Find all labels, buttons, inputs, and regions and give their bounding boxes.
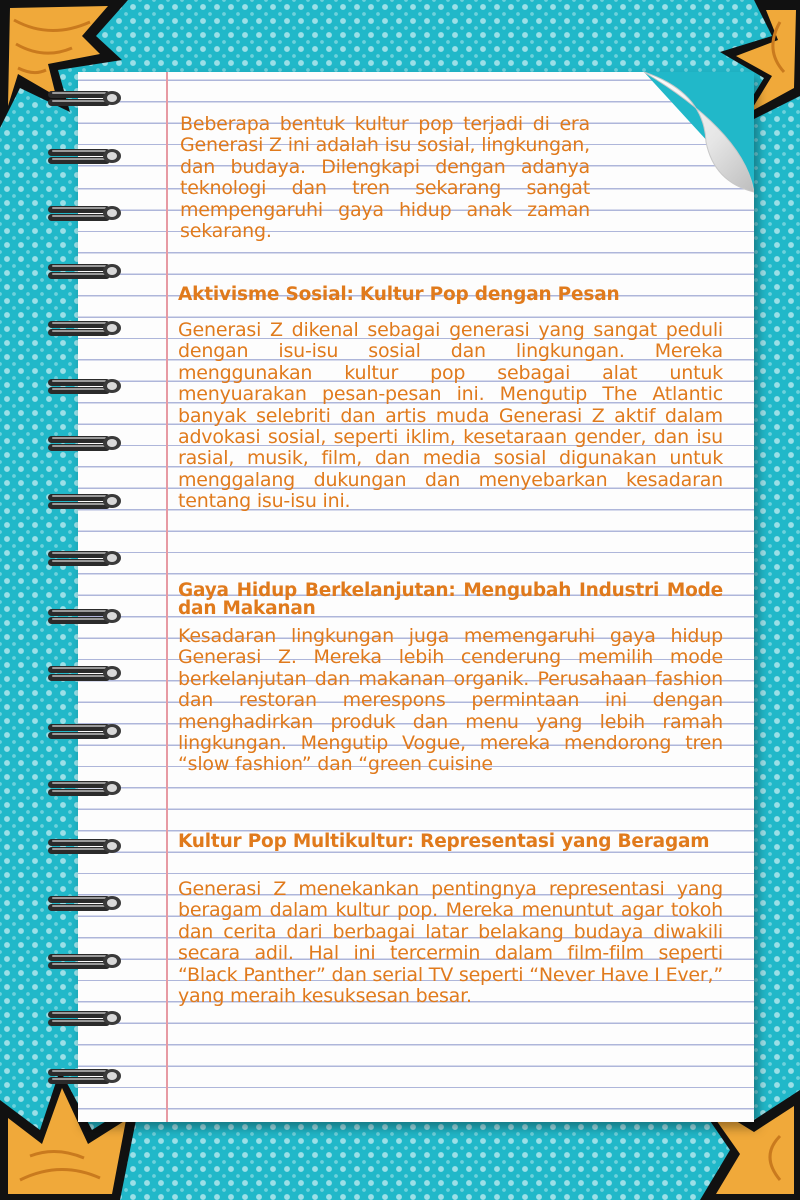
spiral-ring-icon [46,318,124,338]
spiral-ring-icon [46,146,124,166]
spiral-ring-icon [46,893,124,913]
spiral-ring-icon [46,1066,124,1086]
spiral-ring-icon [46,606,124,626]
section-body-gaya-hidup: Kesadaran lingkungan juga memengaruhi gaya hidup Generasi Z. Mereka lebih cenderung memilih mode berkelanjutan dan makanan organik. Perusahaan fashion dan restoran merespons permintaan ini dengan menghadirkan produk dan menu yang lebih ramah lingkungan. Mengutip Vogue, mereka mendorong tren “slow fashion” dan “green cuisine [178,625,723,776]
spiral-ring-icon [46,548,124,568]
spiral-ring-icon [46,1008,124,1028]
spiral-ring-icon [46,951,124,971]
section-heading-multikultur: Kultur Pop Multikultur: Representasi yang Beragam [178,831,710,852]
spiral-ring-icon [46,261,124,281]
margin-line [166,72,168,1122]
spiral-ring-icon [46,491,124,511]
section-body-aktivisme: Generasi Z dikenal sebagai generasi yang sangat peduli dengan isu-isu sosial dan lingkungan. Mereka menggunakan kultur pop sebagai alat untuk menyuarakan pesan-pesan ini. Mengutip The Atlantic banyak selebriti dan artis muda Generasi Z aktif dalam advokasi sosial, seperti iklim, kesetaraan gender, dan isu rasial, musik, film, dan media sosial digunakan untuk menggalang dukungan dan menyebarkan kesadaran tentang isu-isu ini. [178,319,723,513]
section-heading-gaya-hidup: Gaya Hidup Berkelanjutan: Mengubah Industri Mode dan Makanan [178,580,723,619]
spiral-ring-icon [46,203,124,223]
spiral-ring-icon [46,376,124,396]
intro-paragraph: Beberapa bentuk kultur pop terjadi di era Generasi Z ini adalah isu sosial, lingkungan, dan budaya. Dilengkapi dengan adanya teknologi dan tren sekarang sangat mempengaruhi gaya hidup anak zaman sekarang. [180,113,590,243]
spiral-ring-icon [46,778,124,798]
spiral-ring-icon [46,433,124,453]
spiral-binding [46,88,136,1098]
page-curl-icon [634,72,754,198]
section-body-multikultur: Generasi Z menekankan pentingnya representasi yang beragam dalam kultur pop. Mereka menuntut agar tokoh dan cerita dari berbagai latar belakang budaya diwakili secara adil. Hal ini tercermin dalam film-film seperti “Black Panther” dan serial TV seperti “Never Have I Ever,” yang meraih kesuksesan besar. [178,878,723,1008]
spiral-ring-icon [46,88,124,108]
spiral-ring-icon [46,663,124,683]
spiral-ring-icon [46,721,124,741]
section-heading-aktivisme: Aktivisme Sosial: Kultur Pop dengan Pesan [178,284,620,305]
spiral-ring-icon [46,836,124,856]
